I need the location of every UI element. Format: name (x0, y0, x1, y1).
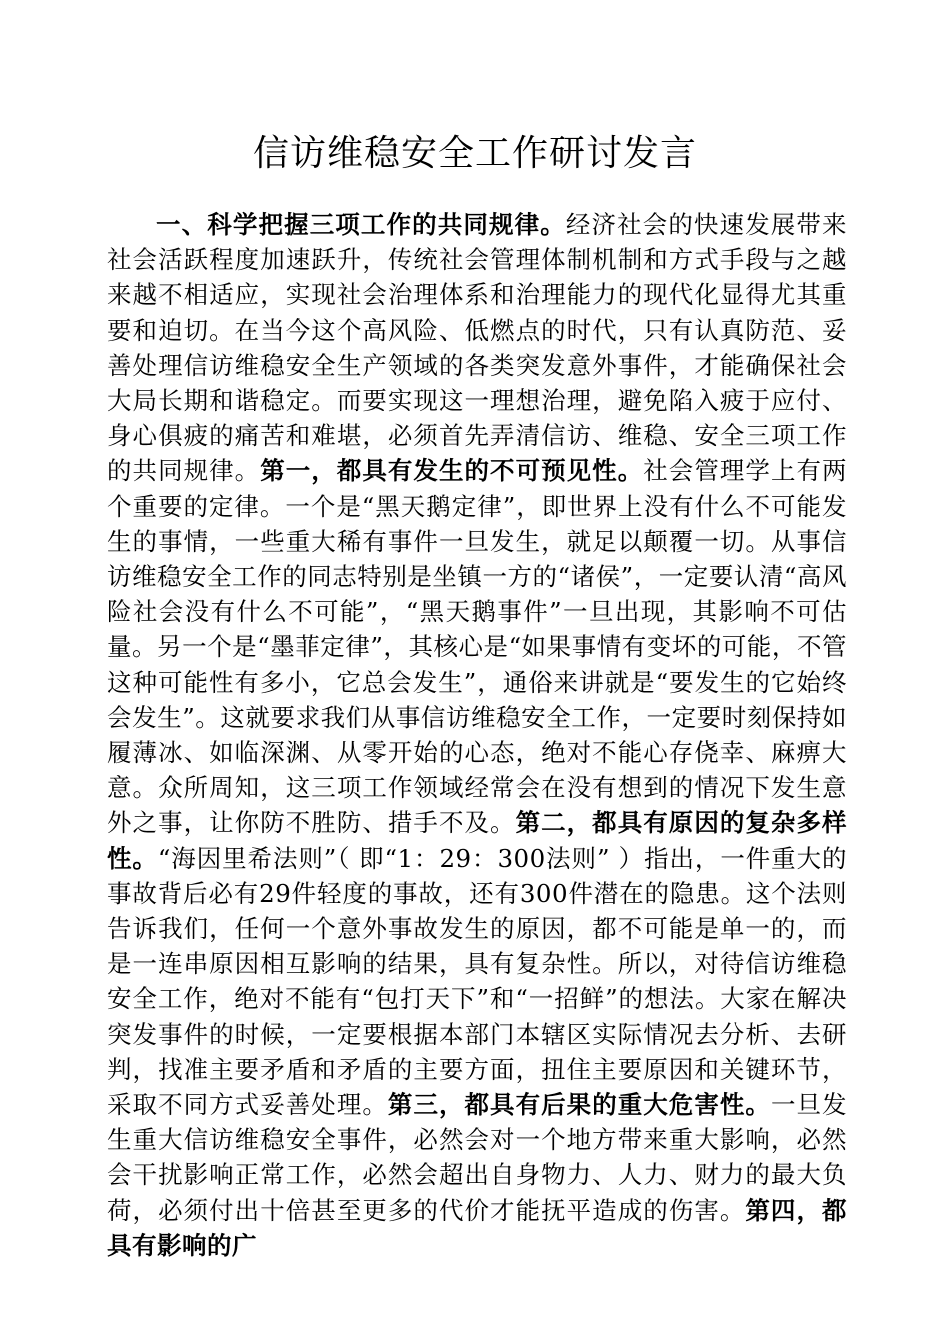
point-heading-3: 第三，都具有后果的重大危害性。 (387, 1090, 771, 1120)
point-heading-1: 第一，都具有发生的不可预见性。 (260, 456, 644, 486)
paragraph-text: “海因里希法则”（ 即“1：29：300法则” ）指出，一件重大的事故背后必有29件轻度的事故，还有300件潜在的隐患。这个法则告诉我们，任何一个意外事故发生的原因，都不可能是单一的，而是一连串原因相互影响的结果，具有复杂性。所以，对待信访维稳安全工作，绝对不能有“包打天下”和“一招鲜”的想法。大家在解决突发事件的时候，一定要根据本部门本辖区实际情况去分析、去研判，找准主要矛盾和矛盾的主要方面，扭住主要原因和关键环节，采取不同方式妥善处理。 (107, 843, 848, 1120)
paragraph-text: 社会管理学上有两个重要的定律。一个是“黑天鹅定律”，即世界上没有什么不可能发生的事情，一些重大稀有事件一旦发生，就足以颠覆一切。从事信访维稳安全工作的同志特别是坐镇一方的“诸侯”，一定要认清“高风险社会没有什么不可能”，“黑天鹅事件”一旦出现，其影响不可估量。另一个是“墨菲定律”，其核心是“如果事情有变坏的可能，不管这种可能性有多小，它总会发生”，通俗来讲就是“要发生的它始终会发生”。这就要求我们从事信访维稳安全工作，一定要时刻保持如履薄冰、如临深渊、从零开始的心态，绝对不能心存侥幸、麻痹大意。众所周知，这三项工作领域经常会在没有想到的情况下发生意外之事，让你防不胜防、措手不及。 (107, 456, 848, 838)
body-paragraph (107, 207, 847, 1263)
section-heading: 一、科学把握三项工作的共同规律。 (156, 210, 566, 239)
point-heading-2: 第二，都具有原因的复杂多样性。 (107, 808, 848, 873)
paragraph-text: 一旦发生重大信访维稳安全事件，必然会对一个地方带来重大影响，必然会干扰影响正常工作，必然会超出自身物力、人力、财力的最大负荷，必须付出十倍甚至更多的代价才能抚平造成的伤害。 (107, 1090, 848, 1225)
point-heading-4: 第四，都具有影响的广 (107, 1195, 847, 1260)
paragraph-text: 经济社会的快速发展带来社会活跃程度加速跃升，传统社会管理体制机制和方式手段与之越来越不相适应，实现社会治理体系和治理能力的现代化显得尤其重要和迫切。在当今这个高风险、低燃点的时代，只有认真防范、妥善处理信访维稳安全生产领域的各类突发意外事件，才能确保社会大局长期和谐稳定。而要实现这一理想治理，避免陷入疲于应付、身心俱疲的痛苦和难堪，必须首先弄清信访、维稳、安全三项工作的共同规律。 (107, 210, 848, 486)
document-title: 信访维稳安全工作研讨发言 (252, 133, 697, 174)
